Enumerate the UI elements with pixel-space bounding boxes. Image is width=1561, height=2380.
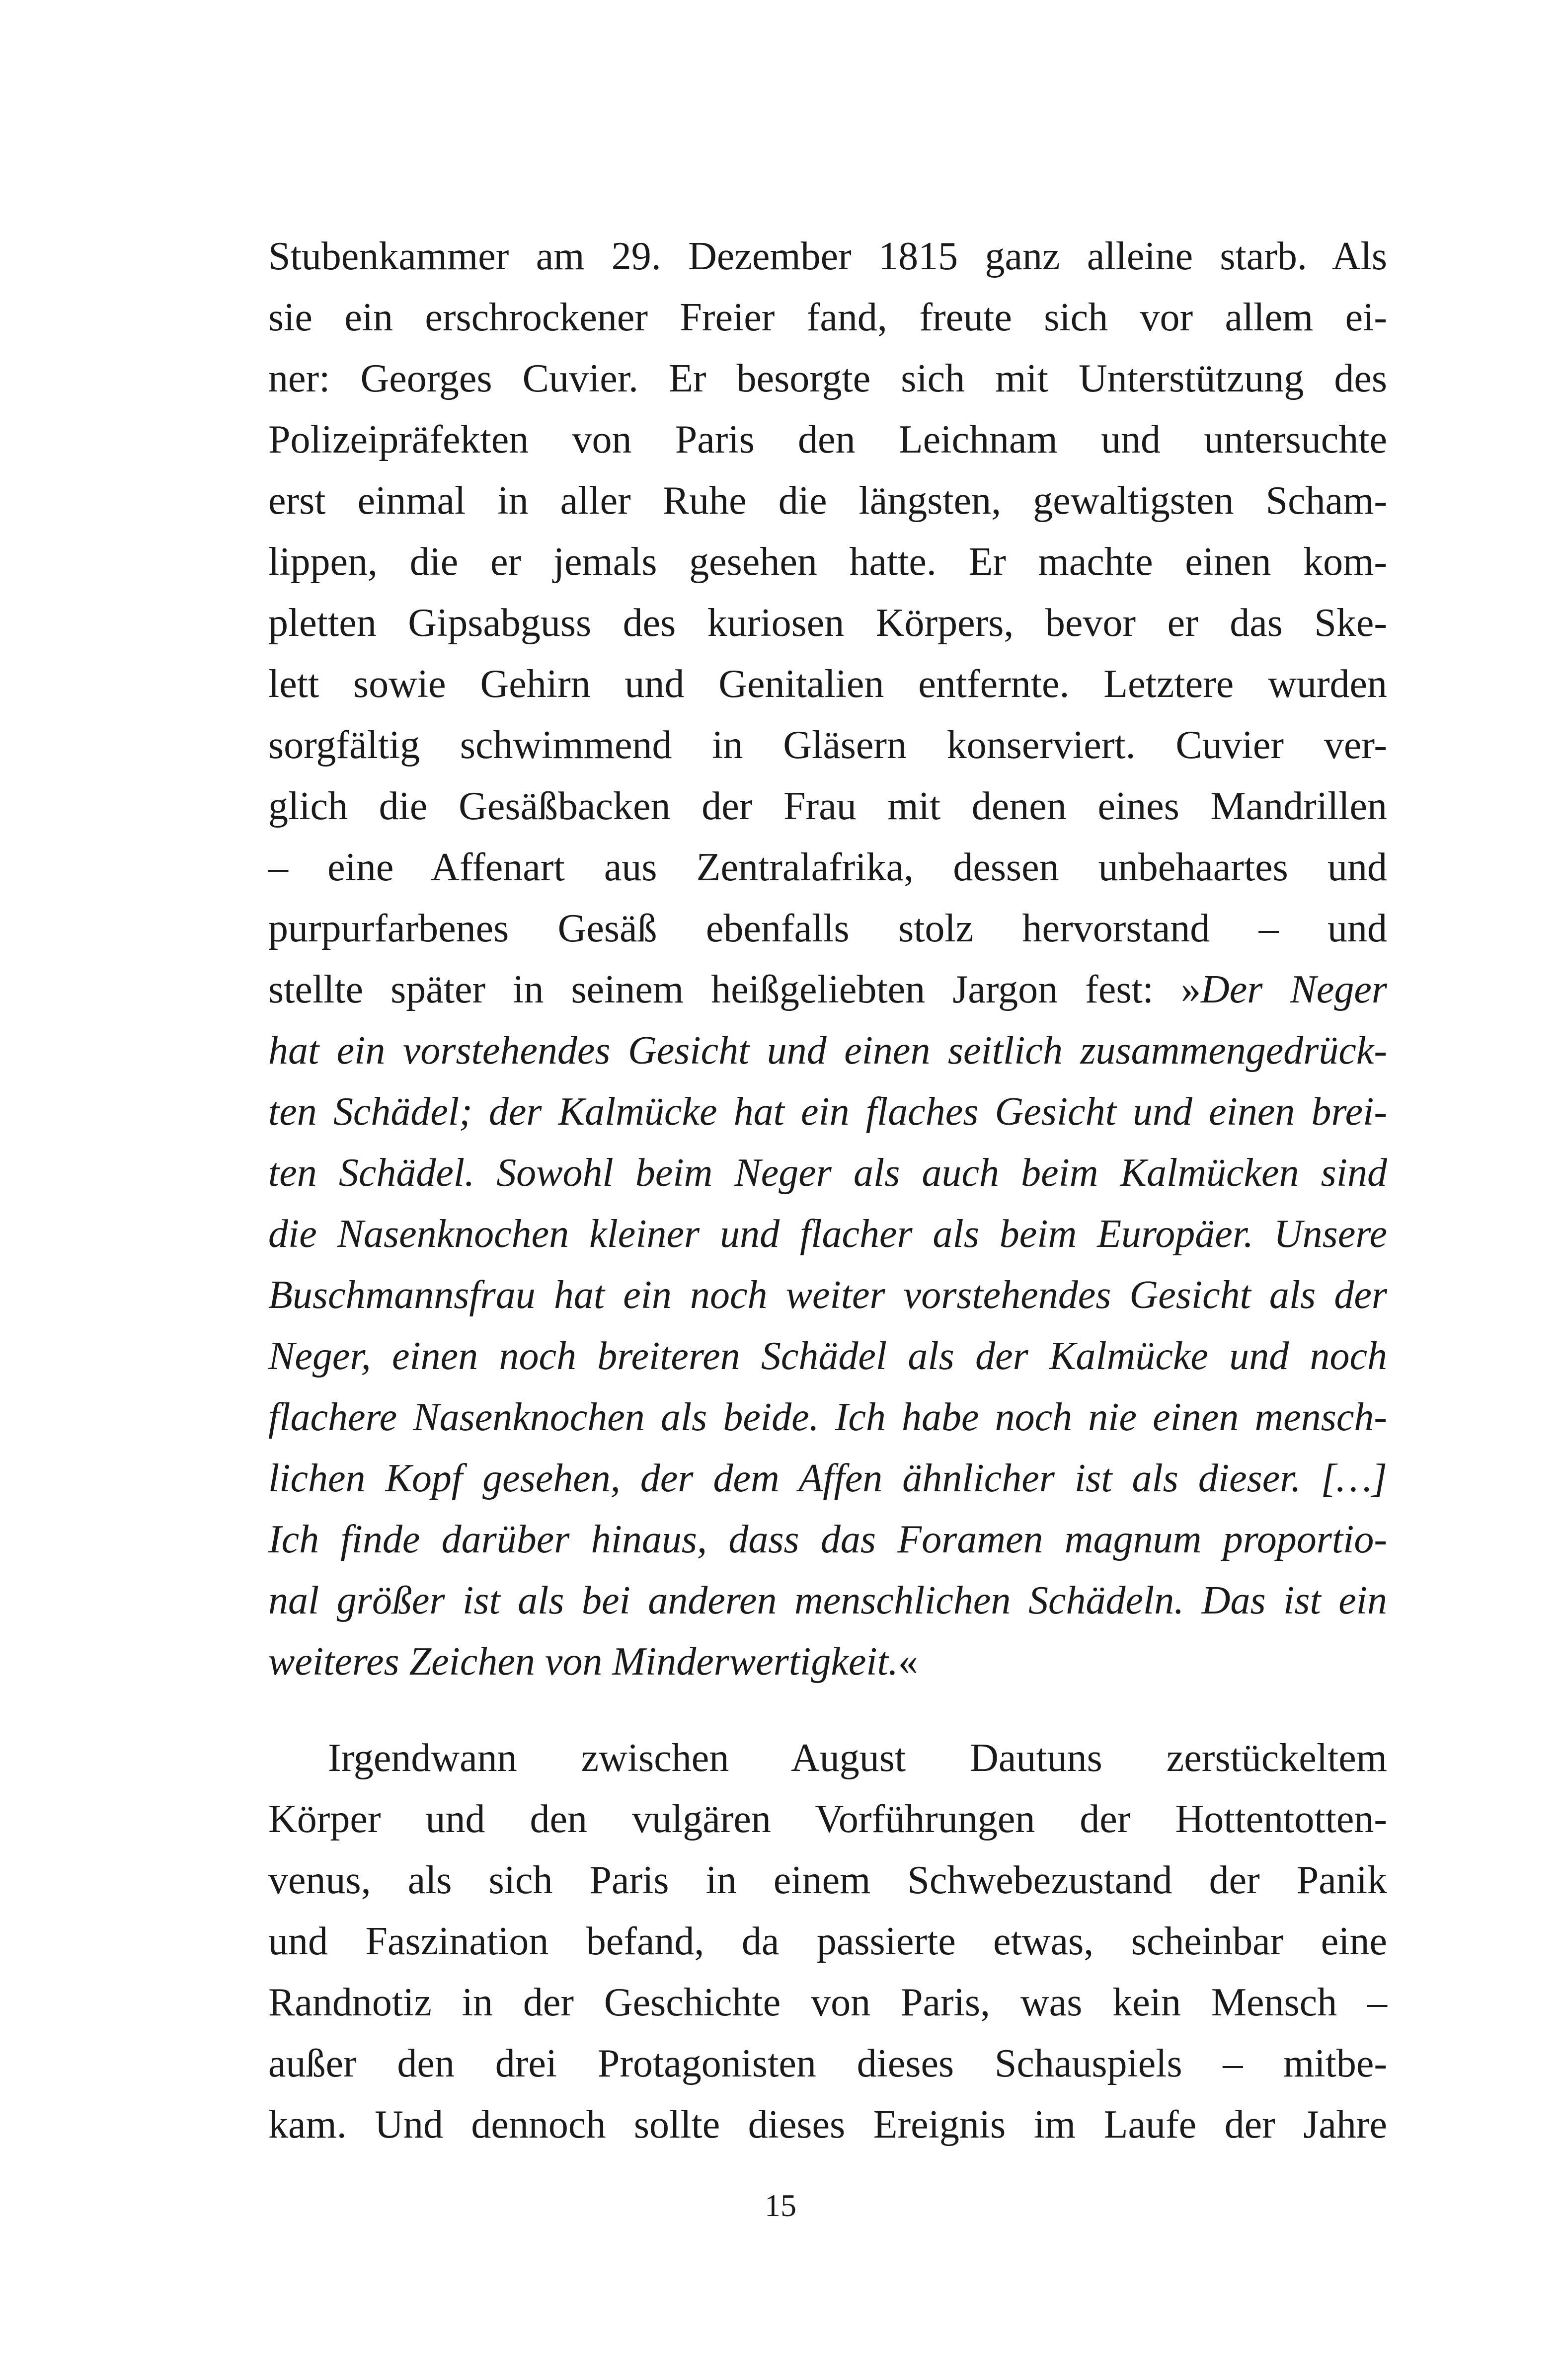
text-line: kam. Und dennoch sollte dieses Ereignis im Laufe der Jahre [268,2103,1387,2147]
text-line: außer den drei Protagonisten dieses Schauspiels – mitbe- [268,2042,1387,2085]
quote-line: lichen Kopf gesehen, der dem Affen ähnlicher ist als dieser. […] [268,1457,1387,1500]
text-line: Polizeipräfekten von Paris den Leichnam und untersuchte [268,418,1387,461]
quote-line: hat ein vorstehendes Gesicht und einen seitlich zusammengedrück- [268,1029,1387,1073]
text-line: Irgendwann zwischen August Dautuns zerstückeltem [328,1736,1387,1780]
quote-text: Der Neger [1201,968,1388,1011]
quote-line: weiteres Zeichen von Minderwertigkeit.« [268,1640,918,1684]
quote-line: die Nasenknochen kleiner und flacher als beim Europäer. Unsere [268,1212,1387,1256]
quote-line: nal größer ist als bei anderen menschlichen Schädeln. Das ist ein [268,1579,1387,1622]
text-line: – eine Affenart aus Zentralafrika, dessen unbehaartes und [268,845,1387,889]
text-line: stellte später in seinem heißgeliebten Jargon fest: »Der Neger [268,968,1388,1011]
quote-line: flachere Nasenknochen als beide. Ich habe noch nie einen mensch- [268,1395,1387,1439]
text-line: Randnotiz in der Geschichte von Paris, was kein Mensch – [268,1981,1387,2024]
text-line: ner: Georges Cuvier. Er besorgte sich mit Unterstützung des [268,357,1387,400]
text-line: Stubenkammer am 29. Dezember 1815 ganz alleine starb. Als [268,234,1387,278]
text-line: erst einmal in aller Ruhe die längsten, gewaltigsten Scham- [268,479,1387,523]
text-line: Körper und den vulgären Vorführungen der Hottentotten- [268,1797,1387,1841]
paragraph-irgendwann [268,1728,1387,2155]
page-number: 15 [765,2188,796,2223]
paragraph-cuvier [268,226,1387,1692]
text-line: lett sowie Gehirn und Genitalien entfernte. Letztere wurden [268,662,1387,706]
text-line: und Faszination befand, da passierte etwas, scheinbar eine [268,1919,1387,1963]
quote-line: Ich finde darüber hinaus, dass das Foramen magnum proportio- [268,1518,1387,1561]
text-line: purpurfarbenes Gesäß ebenfalls stolz hervorstand – und [268,907,1387,950]
text-line: lippen, die er jemals gesehen hatte. Er machte einen kom- [268,540,1387,584]
text-line: sie ein erschrockener Freier fand, freute sich vor allem ei- [268,296,1387,339]
text-line: glich die Gesäßbacken der Frau mit denen eines Mandrillen [268,784,1387,828]
quote-line: ten Schädel; der Kalmücke hat ein flaches Gesicht und einen brei- [268,1090,1387,1134]
quote-line: Neger, einen noch breiteren Schädel als der Kalmücke und noch [268,1334,1387,1378]
quote-line: ten Schädel. Sowohl beim Neger als auch beim Kalmücken sind [268,1151,1387,1195]
text-line: pletten Gipsabguss des kuriosen Körpers, bevor er das Ske- [268,601,1387,645]
quote-line: Buschmannsfrau hat ein noch weiter vorstehendes Gesicht als der [268,1273,1387,1317]
text-line: sorgfältig schwimmend in Gläsern konserviert. Cuvier ver- [268,723,1387,767]
text-line: venus, als sich Paris in einem Schwebezustand der Panik [268,1858,1387,1902]
